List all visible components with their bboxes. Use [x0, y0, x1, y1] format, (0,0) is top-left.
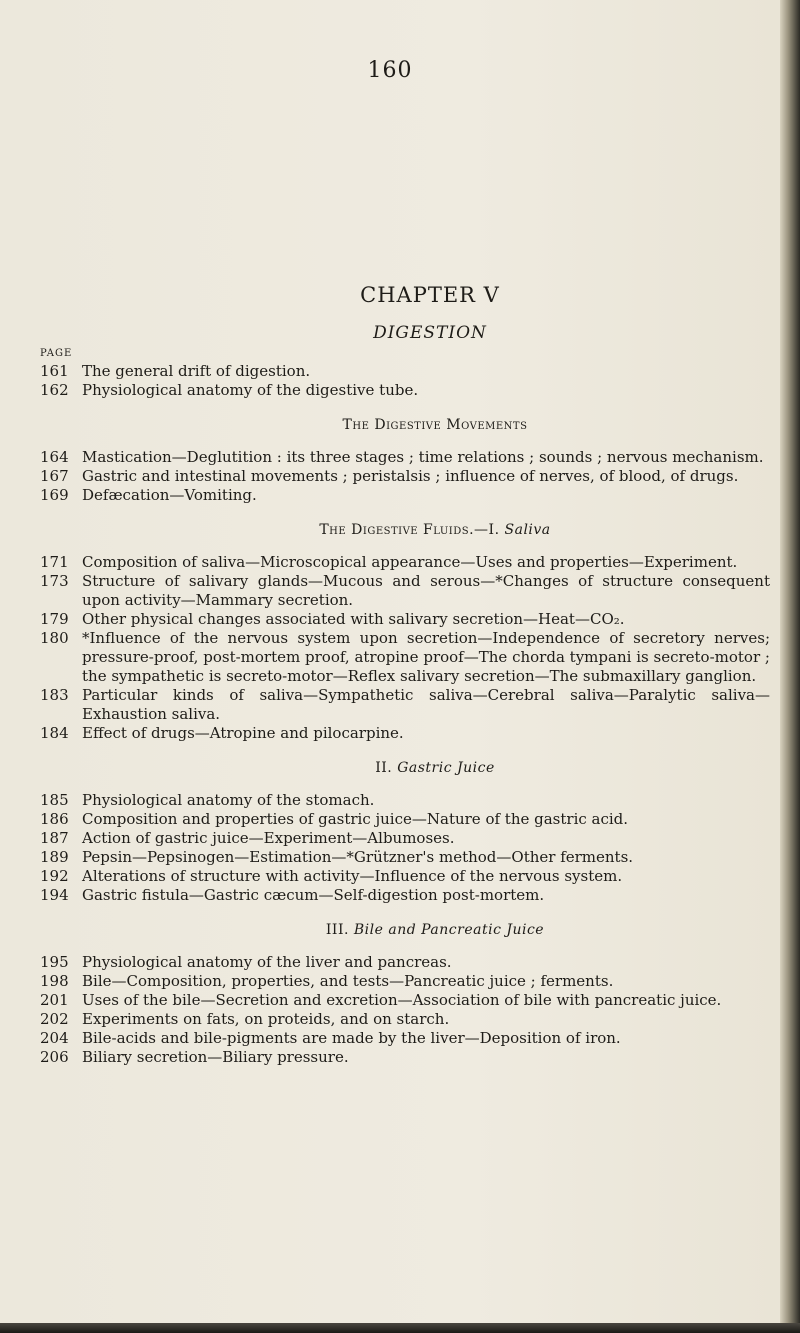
- entry-page: 198: [40, 972, 69, 990]
- entry-text: Structure of salivary glands—Mucous and serous—*Changes of structure consequent upon activity—Mammary secretion.: [82, 572, 770, 609]
- section-heading-italic: Gastric Juice: [397, 760, 495, 776]
- entry-page: 180: [40, 629, 69, 647]
- list-item: [40, 686, 770, 724]
- entry-text: Uses of the bile—Secretion and excretion—Association of bile with pancreatic juice.: [82, 991, 722, 1009]
- entry-text: Alterations of structure with activity—Influence of the nervous system.: [82, 867, 623, 885]
- section-heading: [40, 416, 770, 435]
- section-heading-roman: The Digestive Movements: [342, 417, 528, 433]
- entry-text: The general drift of digestion.: [82, 362, 311, 380]
- list-item: [40, 791, 770, 810]
- list-item: [40, 467, 770, 486]
- entry-text: Physiological anatomy of the liver and pancreas.: [82, 953, 452, 971]
- entry-text: Composition of saliva—Microscopical appearance—Uses and properties—Experiment.: [82, 553, 738, 571]
- entry-text: Effect of drugs—Atropine and pilocarpine.: [82, 724, 404, 742]
- section-heading: [40, 759, 770, 778]
- section-heading-roman: The Digestive Fluids.—I.: [319, 522, 500, 538]
- entry-page: 189: [40, 848, 69, 866]
- list-item: [40, 381, 770, 400]
- entry-text: Defæcation—Vomiting.: [82, 486, 257, 504]
- entry-text: Action of gastric juice—Experiment—Albumoses.: [82, 829, 455, 847]
- entry-page: 179: [40, 610, 69, 628]
- entry-text: Mastication—Deglutition : its three stages ; time relations ; sounds ; nervous mechanism.: [82, 448, 764, 466]
- list-item: [40, 991, 770, 1010]
- page-bottom-edge: [0, 1323, 800, 1333]
- list-item: [40, 972, 770, 991]
- entry-page: 161: [40, 362, 69, 380]
- entry-text: Particular kinds of saliva—Sympathetic saliva—Cerebral saliva—Paralytic saliva—Exhaustion saliva.: [82, 686, 770, 723]
- entry-page: 162: [40, 381, 69, 399]
- entry-text: Gastric and intestinal movements ; peristalsis ; influence of nerves, of blood, of drugs.: [82, 467, 739, 485]
- list-item: [40, 829, 770, 848]
- section-heading: [40, 521, 770, 540]
- list-item: [40, 1029, 770, 1048]
- list-item: [40, 553, 770, 572]
- entry-page: 195: [40, 953, 69, 971]
- entry-page: 194: [40, 886, 69, 904]
- entry-text: Composition and properties of gastric juice—Nature of the gastric acid.: [82, 810, 629, 828]
- list-item: [40, 953, 770, 972]
- entry-page: 204: [40, 1029, 69, 1047]
- section-heading: [40, 921, 770, 940]
- entry-page: 171: [40, 553, 69, 571]
- entry-page: 173: [40, 572, 69, 590]
- chapter-subtitle: DIGESTION: [373, 323, 487, 343]
- intro-entries: [40, 362, 770, 400]
- entry-page: 167: [40, 467, 69, 485]
- list-item: [40, 867, 770, 886]
- entry-page: 185: [40, 791, 69, 809]
- entry-text: *Influence of the nervous system upon secretion—Independence of secretory nerves; pressure-proof, post-mortem proof, atropine proof—The chorda tympani is secreto-motor ; the sympathetic is secreto-motor—Reflex salivary secretion—The submaxillary ganglion.: [82, 629, 770, 685]
- entry-page: 202: [40, 1010, 69, 1028]
- list-item: [40, 724, 770, 743]
- list-item: [40, 629, 770, 686]
- entry-text: Physiological anatomy of the digestive tube.: [82, 381, 419, 399]
- entry-page: 183: [40, 686, 69, 704]
- entry-text: Experiments on fats, on proteids, and on starch.: [82, 1010, 450, 1028]
- section-heading-roman: III.: [325, 922, 349, 938]
- entry-page: 169: [40, 486, 69, 504]
- list-item: [40, 362, 770, 381]
- entry-text: Gastric fistula—Gastric cæcum—Self-digestion post-mortem.: [82, 886, 545, 904]
- book-binding-edge: [780, 0, 800, 1333]
- list-item: [40, 1010, 770, 1029]
- entry-text: Physiological anatomy of the stomach.: [82, 791, 375, 809]
- list-item: [40, 610, 770, 629]
- list-item: [40, 886, 770, 905]
- section-heading-italic: Saliva: [504, 522, 551, 538]
- entry-page: 186: [40, 810, 69, 828]
- list-item: [40, 810, 770, 829]
- entry-text: Bile-acids and bile-pigments are made by the liver—Deposition of iron.: [82, 1029, 621, 1047]
- page-column-label: PAGE: [40, 348, 73, 359]
- list-item: [40, 486, 770, 505]
- entry-text: Bile—Composition, properties, and tests—Pancreatic juice ; ferments.: [82, 972, 614, 990]
- entry-text: Other physical changes associated with salivary secretion—Heat—CO₂.: [82, 610, 625, 628]
- entry-page: 201: [40, 991, 69, 1009]
- entry-page: 164: [40, 448, 69, 466]
- entry-text: Pepsin—Pepsinogen—Estimation—*Grützner's method—Other ferments.: [82, 848, 634, 866]
- table-of-contents: [40, 362, 770, 1067]
- list-item: [40, 572, 770, 610]
- list-item: [40, 848, 770, 867]
- entry-text: Biliary secretion—Biliary pressure.: [82, 1048, 349, 1066]
- section-heading-italic: Bile and Pancreatic Juice: [353, 922, 545, 938]
- entry-page: 192: [40, 867, 69, 885]
- list-item: [40, 1048, 770, 1067]
- list-item: [40, 448, 770, 467]
- entry-page: 206: [40, 1048, 69, 1066]
- entry-page: 184: [40, 724, 69, 742]
- section-heading-roman: II.: [375, 760, 393, 776]
- entry-page: 187: [40, 829, 69, 847]
- chapter-title: CHAPTER V: [360, 283, 500, 307]
- page-number: 160: [367, 58, 413, 83]
